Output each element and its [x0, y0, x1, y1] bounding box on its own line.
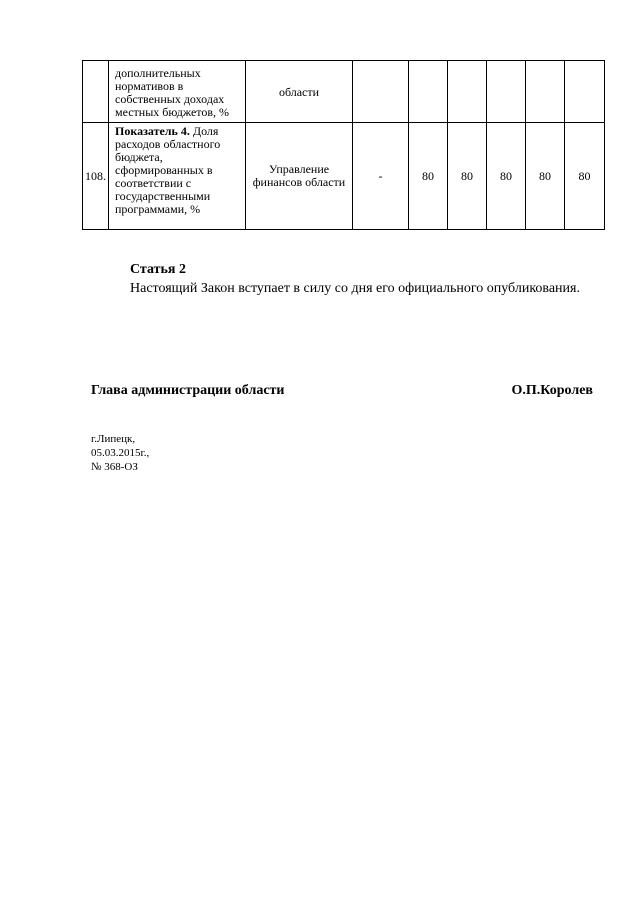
- article-text: Настоящий Закон вступает в силу со дня его официального опубликования.: [130, 281, 580, 296]
- value-cell: [565, 61, 605, 123]
- indicator-cell: [109, 61, 246, 123]
- indicator-cell: [109, 123, 246, 230]
- value-cell: 80: [487, 123, 526, 230]
- value-cell: [487, 61, 526, 123]
- value-cell: [448, 61, 487, 123]
- value-cell: 80: [448, 123, 487, 230]
- value-cell: [353, 61, 409, 123]
- value-cell: [526, 61, 565, 123]
- value-cell: 80: [565, 123, 605, 230]
- indicator-text: Доля расходов областного бюджета, сформированных в соответствии с государственными программами, %: [115, 124, 221, 216]
- value-cell: [409, 61, 448, 123]
- table-row: [83, 61, 605, 123]
- value-cell: -: [353, 123, 409, 230]
- indicator-label: Показатель 4.: [115, 124, 190, 138]
- law-number: № 368-ОЗ: [91, 461, 138, 473]
- organization-cell: Управление финансов области: [246, 123, 353, 230]
- table-row: [83, 123, 605, 230]
- signatory-role: Глава администрации области: [91, 383, 285, 398]
- row-number: [83, 61, 109, 123]
- indicators-table: [82, 60, 605, 230]
- signatory-name: О.П.Королев: [511, 383, 593, 398]
- indicator-text: дополнительных нормативов в собственных доходах местных бюджетов, %: [115, 65, 230, 119]
- row-number: 108.: [83, 123, 109, 230]
- value-cell: 80: [409, 123, 448, 230]
- article-title: Статья 2: [130, 262, 186, 277]
- place: г.Липецк,: [91, 433, 136, 445]
- date: 05.03.2015г.,: [91, 447, 150, 459]
- organization-cell: области: [246, 61, 353, 123]
- value-cell: 80: [526, 123, 565, 230]
